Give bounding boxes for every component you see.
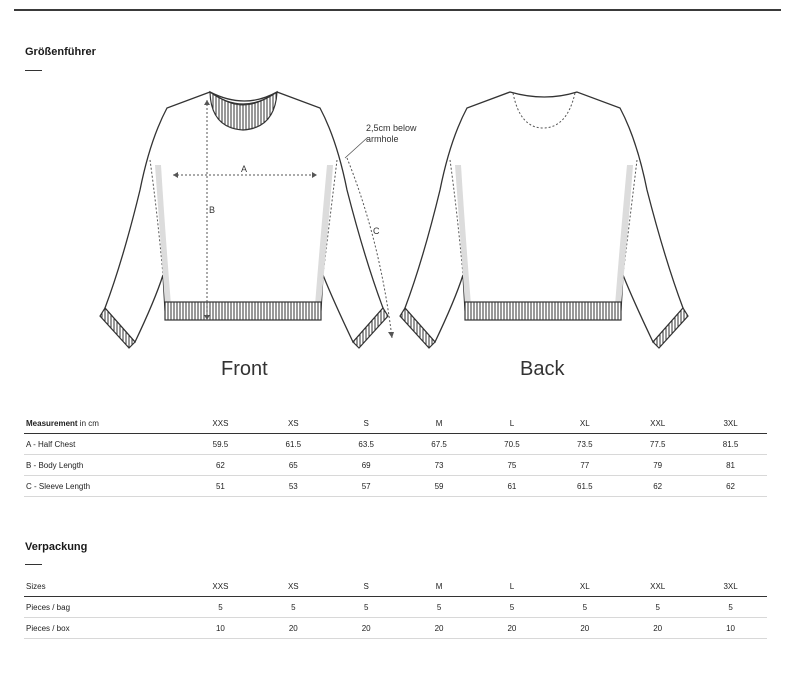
size-col: XXL <box>650 419 666 428</box>
annotation-line-2: armhole <box>366 134 399 144</box>
table-cell: 81.5 <box>694 434 767 455</box>
table-cell: 81 <box>694 455 767 476</box>
table-cell: 61 <box>476 476 549 497</box>
table-cell: 62 <box>184 455 257 476</box>
size-col: L <box>509 419 515 428</box>
size-table <box>24 414 767 497</box>
size-col: XS <box>287 582 299 591</box>
table-cell: 62 <box>694 476 767 497</box>
size-col: XXL <box>650 582 666 591</box>
back-label: Back <box>520 358 565 380</box>
table-cell: 20 <box>621 618 694 639</box>
table-cell: 5 <box>694 597 767 618</box>
size-col: M <box>435 582 443 591</box>
sweatshirt-diagram <box>95 80 695 380</box>
top-divider <box>14 9 781 11</box>
table-cell: 10 <box>694 618 767 639</box>
size-col: XL <box>579 419 590 428</box>
size-col: S <box>363 419 369 428</box>
row-label: Pieces / bag <box>24 597 184 618</box>
table-cell: 77.5 <box>621 434 694 455</box>
size-col: XL <box>579 582 590 591</box>
table-cell: 75 <box>476 455 549 476</box>
table-cell: 20 <box>403 618 476 639</box>
table-cell: 10 <box>184 618 257 639</box>
table-cell: 61.5 <box>257 434 330 455</box>
table-cell: 63.5 <box>330 434 403 455</box>
packaging-table <box>24 577 767 639</box>
packaging-title: Verpackung <box>25 541 88 553</box>
label-b: B <box>209 205 216 215</box>
table-cell: 5 <box>403 597 476 618</box>
annotation-line-1: 2,5cm below <box>366 123 417 133</box>
row-label: A - Half Chest <box>24 434 184 455</box>
table-cell: 62 <box>621 476 694 497</box>
table-cell: 20 <box>330 618 403 639</box>
table-cell: 5 <box>184 597 257 618</box>
table-cell: 59 <box>403 476 476 497</box>
table-cell: 73 <box>403 455 476 476</box>
table-cell: 5 <box>476 597 549 618</box>
size-col: L <box>509 582 515 591</box>
packaging-table-header <box>24 577 767 597</box>
packaging-underline <box>25 564 42 565</box>
table-cell: 5 <box>330 597 403 618</box>
size-col: S <box>363 582 369 591</box>
table-row <box>24 476 767 497</box>
table-cell: 53 <box>257 476 330 497</box>
table-cell: 77 <box>548 455 621 476</box>
table-cell: 67.5 <box>403 434 476 455</box>
measurement-header-bold: Measurement <box>26 419 78 428</box>
table-cell: 65 <box>257 455 330 476</box>
measurement-header-unit: in cm <box>77 419 99 428</box>
table-row <box>24 455 767 476</box>
row-label: Pieces / box <box>24 618 184 639</box>
table-cell: 69 <box>330 455 403 476</box>
table-cell: 73.5 <box>548 434 621 455</box>
table-cell: 59.5 <box>184 434 257 455</box>
table-cell: 20 <box>548 618 621 639</box>
sizes-header: Sizes <box>26 582 46 591</box>
size-col: XXS <box>212 582 229 591</box>
table-cell: 51 <box>184 476 257 497</box>
table-cell: 20 <box>257 618 330 639</box>
size-col: 3XL <box>723 582 738 591</box>
label-a: A <box>241 164 248 174</box>
front-label: Front <box>221 358 268 380</box>
size-guide-title: Größenführer <box>25 46 96 58</box>
front-sweatshirt-drawing <box>100 92 394 348</box>
table-row <box>24 618 767 639</box>
table-cell: 5 <box>548 597 621 618</box>
table-cell: 70.5 <box>476 434 549 455</box>
size-guide-underline <box>25 70 42 71</box>
row-label: B - Body Length <box>24 455 184 476</box>
table-row <box>24 597 767 618</box>
size-table-header <box>24 414 767 434</box>
table-cell: 79 <box>621 455 694 476</box>
table-cell: 61.5 <box>548 476 621 497</box>
back-sweatshirt-drawing <box>400 92 688 348</box>
size-col: 3XL <box>723 419 738 428</box>
row-label: C - Sleeve Length <box>24 476 184 497</box>
table-cell: 57 <box>330 476 403 497</box>
size-col: XS <box>287 419 299 428</box>
measurement-header <box>24 414 184 434</box>
table-cell: 5 <box>621 597 694 618</box>
table-cell: 20 <box>476 618 549 639</box>
label-c: C <box>373 226 380 236</box>
size-col: M <box>435 419 443 428</box>
table-row <box>24 434 767 455</box>
size-col: XXS <box>212 419 229 428</box>
table-cell: 5 <box>257 597 330 618</box>
